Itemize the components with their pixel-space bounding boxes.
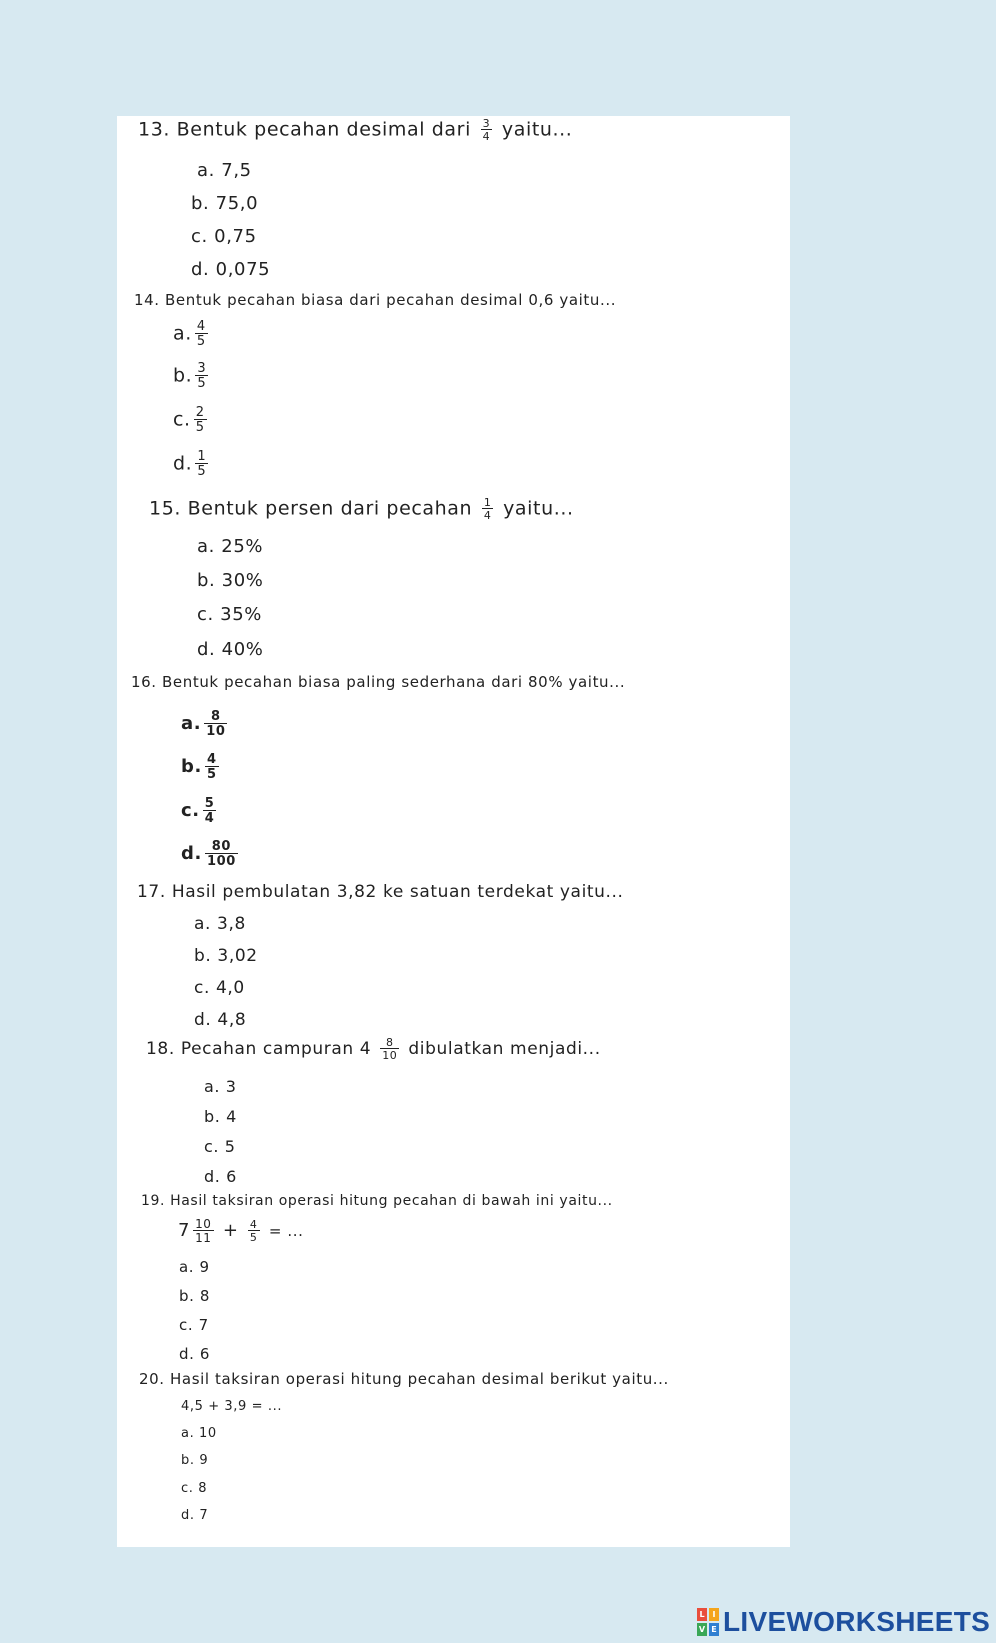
q20-expression: 4,5 + 3,9 = ...	[181, 1399, 283, 1414]
logo-mark-icon: L I V E	[697, 1608, 719, 1636]
q15-option-d[interactable]: d. 40%	[197, 639, 264, 660]
q17-option-b[interactable]: b. 3,02	[194, 946, 258, 966]
q19-option-b[interactable]: b. 8	[179, 1287, 211, 1305]
question-15-stem: 15. Bentuk persen dari pecahan $\frac{1}{4}$ yaitu...	[149, 496, 574, 522]
q13-option-c[interactable]: c. 0,75	[191, 226, 257, 247]
q16-option-a[interactable]: a. $\frac{8}{10}$	[181, 709, 226, 739]
question-18-stem: 18. Pecahan campuran 4 $\frac{8}{10}$ dibulatkan menjadi...	[146, 1036, 601, 1062]
question-13-stem: 13. Bentuk pecahan desimal dari $\frac{3}{4}$ yaitu...	[138, 117, 573, 143]
q18-option-c[interactable]: c. 5	[204, 1137, 236, 1156]
q18-option-a[interactable]: a. 3	[204, 1077, 237, 1096]
q16-option-b[interactable]: b. $\frac{4}{5}$	[181, 752, 217, 782]
q20-option-c[interactable]: c. 8	[181, 1481, 208, 1496]
q17-option-a[interactable]: a. 3,8	[194, 914, 246, 934]
question-16-stem: 16. Bentuk pecahan biasa paling sederhana dari 80% yaitu...	[131, 673, 626, 691]
q13-option-d[interactable]: d. 0,075	[191, 259, 271, 280]
q14-option-b[interactable]: b. $\frac{3}{5}$	[173, 361, 207, 391]
q17-option-c[interactable]: c. 4,0	[194, 978, 245, 998]
q16-option-c[interactable]: c. $\frac{5}{4}$	[181, 796, 215, 826]
worksheet-paper	[117, 116, 790, 1547]
liveworksheets-logo	[697, 1606, 990, 1638]
q18-option-b[interactable]: b. 4	[204, 1107, 237, 1126]
question-20-stem: 20. Hasil taksiran operasi hitung pecahan desimal berikut yaitu...	[139, 1370, 669, 1388]
q15-option-b[interactable]: b. 30%	[197, 570, 264, 591]
q13-option-b[interactable]: b. 75,0	[191, 193, 259, 214]
question-19-stem: 19. Hasil taksiran operasi hitung pecahan di bawah ini yaitu...	[141, 1193, 613, 1209]
question-14-stem: 14. Bentuk pecahan biasa dari pecahan desimal 0,6 yaitu...	[134, 291, 617, 309]
q15-option-c[interactable]: c. 35%	[197, 604, 262, 625]
q20-option-a[interactable]: a. 10	[181, 1426, 217, 1441]
q19-option-c[interactable]: c. 7	[179, 1316, 209, 1334]
q14-option-d[interactable]: d. $\frac{1}{5}$	[173, 449, 207, 479]
q19-option-a[interactable]: a. 9	[179, 1258, 210, 1276]
q14-option-c[interactable]: c. $\frac{2}{5}$	[173, 405, 205, 435]
question-17-stem: 17. Hasil pembulatan 3,82 ke satuan terdekat yaitu...	[137, 882, 624, 902]
q19-expression: 7 $\frac{10}{11}$ + $\frac{4}{5}$ = ...	[178, 1217, 304, 1245]
q19-option-d[interactable]: d. 6	[179, 1345, 211, 1363]
q20-option-d[interactable]: d. 7	[181, 1508, 209, 1523]
q14-option-a[interactable]: a. $\frac{4}{5}$	[173, 319, 206, 349]
q15-option-a[interactable]: a. 25%	[197, 536, 264, 557]
q16-option-d[interactable]: d. $\frac{80}{100}$	[181, 839, 236, 869]
q17-option-d[interactable]: d. 4,8	[194, 1010, 247, 1030]
q18-option-d[interactable]: d. 6	[204, 1167, 237, 1186]
q20-option-b[interactable]: b. 9	[181, 1453, 209, 1468]
q13-option-a[interactable]: a. 7,5	[197, 160, 252, 181]
right-edge-strip	[996, 0, 1000, 1643]
logo-text: LIVEWORKSHEETS	[723, 1606, 991, 1637]
